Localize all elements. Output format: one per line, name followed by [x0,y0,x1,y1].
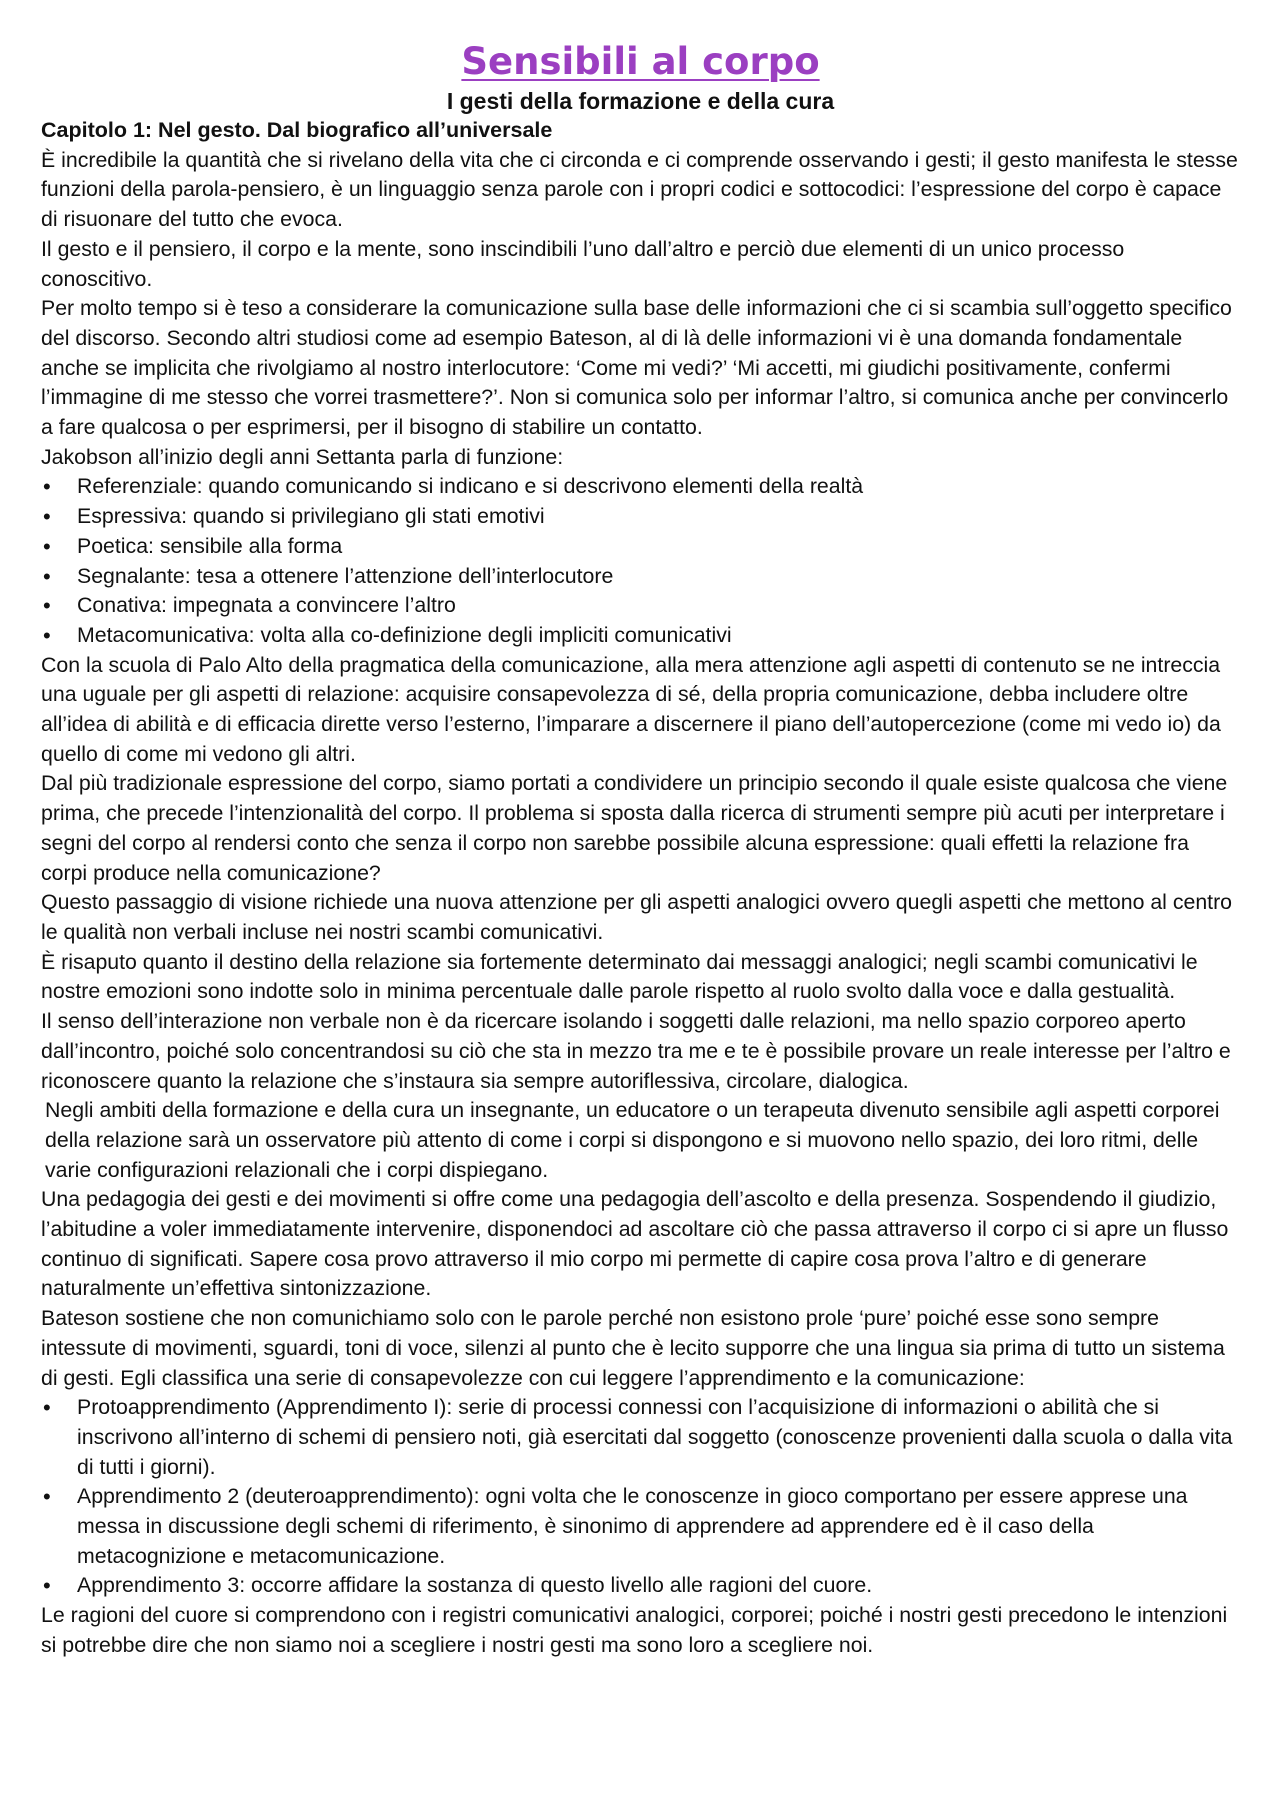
paragraph-3: Per molto tempo si è teso a considerare la comunicazione sulla base delle informazioni che ci si scambia sull’oggetto specifico del discorso. Secondo altri studiosi come ad esempio Bateson, al di là delle informazioni vi è una domanda fondamentale anche se implicita che rivolgiamo al nostro interlocutore: ‘Come mi vedi?’ ‘Mi accetti, mi giudichi positivamente, confermi l’immagine di me stesso che vorrei trasmettere?’. Non si comunica solo per informar l’altro, si comunica anche per convincerlo a fare qualcosa o per esprimersi, per il bisogno di stabilire un contatto. [41,296,1232,440]
document-subtitle: I gesti della formazione e della cura [446,88,835,114]
list-item: • Referenziale: quando comunicando si indicano e si descrivono elementi della realtà [41,472,1240,502]
list-item: • Protoapprendimento (Apprendimento I): serie di processi connessi con l’acquisizione di informazioni o abilità che si inscrivono all’interno di schemi di pensiero noti, già esercitati dal soggetto (conoscenze provenienti dalla scuola o dalla vita di tutti i giorni). [41,1393,1240,1482]
paragraph-7: Questo passaggio di visione richiede una nuova attenzione per gli aspetti analogici ovvero quegli aspetti che mettono al centro le qualità non verbali incluse nei nostri scambi comunicativi. [41,890,1233,944]
paragraph-4: Jakobson all’inizio degli anni Settanta parla di funzione: [41,444,564,469]
list-item: • Segnalante: tesa a ottenere l’attenzione dell’interlocutore [41,562,1240,592]
list-item: • Poetica: sensibile alla forma [41,532,1240,562]
list-item: • Apprendimento 3: occorre affidare la sostanza di questo livello alle ragioni del cuore. [41,1571,1240,1601]
paragraph-12: Bateson sostiene che non comunichiamo solo con le parole perché non esistono prole ‘pure’ poiché esse sono sempre intessute di movimenti, sguardi, toni di voce, silenzi al punto che è lecito supporre che una lingua sia prima di tutto un sistema di gesti. Egli classifica una serie di consapevolezze con cui leggere l’apprendimento e la comunicazione: [41,1306,1225,1390]
paragraph-8: È risaputo quanto il destino della relazione sia fortemente determinato dai messaggi analogici; negli scambi comunicativi le nostre emozioni sono indotte solo in minima percentuale dalle parole rispetto al ruolo svolto dalla voce e dalla gestualità. [41,949,1198,1004]
paragraph-6: Dal più tradizionale espressione del corpo, siamo portati a condividere un principio secondo il quale esiste qualcosa che viene prima, che precede l’intenzionalità del corpo. Il problema si sposta dalla ricerca di strumenti sempre più acuti per interpretare i segni del corpo al rendersi conto che senza il corpo non sarebbe possibile alcuna espressione: quali effetti la relazione fra corpi produce nella comunicazione? [41,771,1228,885]
paragraph-13: Le ragioni del cuore si comprendono con i registri comunicativi analogici, corporei; poiché i nostri gesti precedono le intenzioni si potrebbe dire che non siamo noi a scegliere i nostri gesti ma sono loro a scegliere noi. [41,1603,1228,1657]
paragraph-11: Una pedagogia dei gesti e dei movimenti si offre come una pedagogia dell’ascolto e della presenza. Sospendendo il giudizio, l’abitudine a voler immediatamente intervenire, disponendoci ad ascoltare ciò che passa attraverso il corpo ci si apre un flusso continuo di significati. Sapere cosa provo attraverso il mio corpo mi permette di capire cosa prova l’altro e di generare naturalmente un’effettiva sintonizzazione. [41,1187,1229,1301]
list-item: • Apprendimento 2 (deuteroapprendimento): ogni volta che le conoscenze in gioco comportano per essere apprese una messa in discussione degli schemi di riferimento, è sinonimo di apprendere ad apprendere ed è il caso della metacognizione e metacomunicazione. [41,1482,1240,1571]
bateson-learning-list [41,1393,1240,1601]
paragraph-2: Il gesto e il pensiero, il corpo e la mente, sono inscindibili l’uno dall’altro e perciò due elementi di un unico processo conoscitivo. [41,236,1125,291]
list-item: • Conativa: impegnata a convincere l’altro [41,591,1240,621]
list-item: • Metacomunicativa: volta alla co-definizione degli impliciti comunicativi [41,621,1240,651]
jakobson-functions-list [41,472,1240,650]
paragraph-9: Il senso dell’interazione non verbale non è da ricercare isolando i soggetti dalle relazioni, ma nello spazio corporeo aperto dall’incontro, poiché solo concentrandosi su ciò che sta in mezzo tra me e te è possibile provare un reale interesse per l’altro e riconoscere quanto la relazione che s’instaura sia sempre autoriflessiva, circolare, dialogica. [41,1009,1231,1093]
list-item: • Espressiva: quando si privilegiano gli stati emotivi [41,502,1240,532]
paragraph-5: Con la scuola di Palo Alto della pragmatica della comunicazione, alla mera attenzione agli aspetti di contenuto se ne intreccia una uguale per gli aspetti di relazione: acquisire consapevolezza di sé, della propria comunicazione, debba includere oltre all’idea di abilità e di efficacia dirette verso l’esterno, l’imparare a discernere il piano dell’autopercezione (come mi vedo io) da quello di come mi vedono gli altri. [41,652,1221,766]
paragraph-10: Negli ambiti della formazione e della cura un insegnante, un educatore o un terapeuta divenuto sensibile agli aspetti corporei della relazione sarà un osservatore più attento di come i corpi si dispongono e si muovono nello spazio, dei loro ritmi, delle varie configurazioni relazionali che i corpi dispiegano. [45,1098,1220,1182]
chapter-heading: Capitolo 1: Nel gesto. Dal biografico all’universale [41,118,553,142]
paragraph-1: È incredibile la quantità che si rivelano della vita che ci circonda e ci comprende osservando i gesti; il gesto manifesta le stesse funzioni della parola-pensiero, è un linguaggio senza parole con i propri codici e sottocodici: l’espressione del corpo è capace di risuonare del tutto che evoca. [41,147,1238,232]
document-title: Sensibili al corpo [461,40,820,83]
